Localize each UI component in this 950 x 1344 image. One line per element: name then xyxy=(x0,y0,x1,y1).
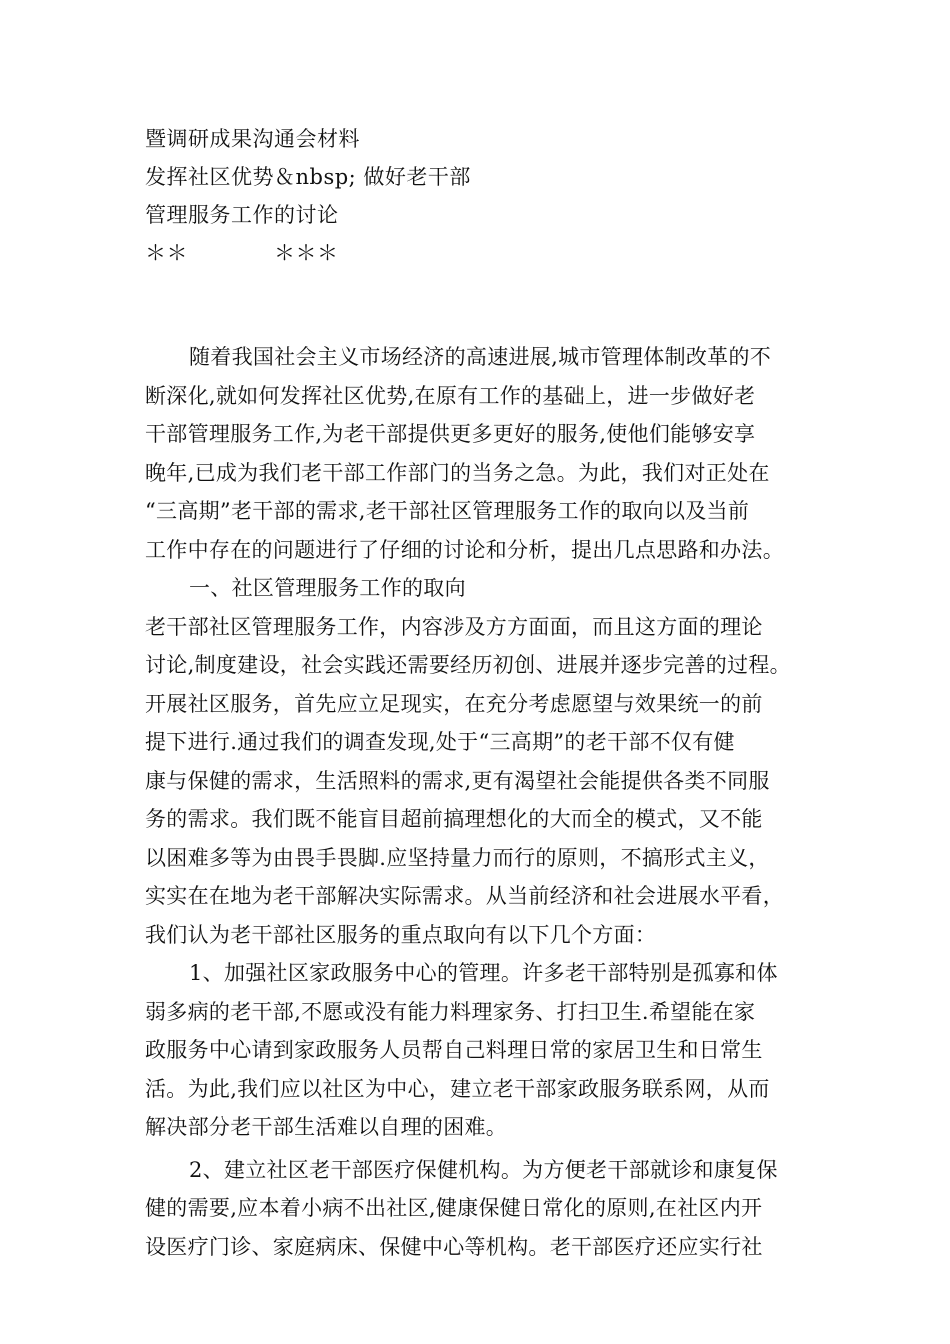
body-line: 提下进行.通过我们的调查发现,处于“三高期”的老干部不仅有健 xyxy=(145,730,735,754)
body-line: 老干部社区管理服务工作，内容涉及方方面面，而且这方面的理论 xyxy=(145,614,763,639)
header-line-author: ＊＊ ＊＊＊ xyxy=(145,241,339,265)
document-body xyxy=(145,338,815,1266)
body-line: 解决部分老干部生活难以自理的困难。 xyxy=(145,1115,508,1139)
body-line: 康与保健的需求，生活照料的需求,更有渴望社会能提供各类不同服 xyxy=(145,768,770,793)
body-line: 开展社区服务，首先应立足现实，在充分考虑愿望与效果统一的前 xyxy=(145,691,763,716)
list-item-heading: 1、加强社区家政服务中心的管理。许多老干部特别是孤寡和体 xyxy=(189,961,778,985)
body-line: 断深化,就如何发挥社区优势,在原有工作的基础上，进一步做好老 xyxy=(145,383,756,408)
body-line: “三高期”老干部的需求,老干部社区管理服务工作的取向以及当前 xyxy=(145,499,750,523)
section-heading: 一、社区管理服务工作的取向 xyxy=(189,576,466,600)
body-line: 我们认为老干部社区服务的重点取向有以下几个方面： xyxy=(145,922,657,947)
header-line-subtitle: 暨调研成果沟通会材料 xyxy=(145,127,360,151)
header-line-title-2: 管理服务工作的讨论 xyxy=(145,203,339,227)
body-line: 晚年,已成为我们老干部工作部门的当务之急。为此，我们对正处在 xyxy=(145,460,770,485)
body-line: 活。为此,我们应以社区为中心，建立老干部家政服务联系网，从而 xyxy=(145,1076,770,1101)
body-line: 工作中存在的问题进行了仔细的讨论和分析，提出几点思路和办法。 xyxy=(145,537,784,562)
body-line: 以困难多等为由畏手畏脚.应坚持量力而行的原则，不搞形式主义， xyxy=(145,845,770,870)
body-line: 设医疗门诊、家庭病床、保健中心等机构。老干部医疗还应实行社 xyxy=(145,1234,763,1259)
body-line: 讨论,制度建设，社会实践还需要经历初创、进展并逐步完善的过程。 xyxy=(145,653,791,677)
body-line: 实实在在地为老干部解决实际需求。从当前经济和社会进展水平看， xyxy=(145,884,784,908)
document-header xyxy=(145,120,825,272)
body-line: 政服务中心请到家政服务人员帮自己料理日常的家居卫生和日常生 xyxy=(145,1038,763,1062)
body-line: 健的需要,应本着小病不出社区,健康保健日常化的原则,在社区内开 xyxy=(145,1196,763,1220)
header-line-title-1: 发挥社区优势＆nbsp; 做好老干部 xyxy=(145,165,471,189)
body-line: 干部管理服务工作,为老干部提供更多更好的服务,使他们能够安享 xyxy=(145,422,756,446)
list-item-heading: 2、建立社区老干部医疗保健机构。为方便老干部就诊和康复保 xyxy=(189,1157,778,1182)
body-line: 弱多病的老干部,不愿或没有能力料理家务、打扫卫生.希望能在家 xyxy=(145,999,756,1024)
body-line: 随着我国社会主义市场经济的高速进展,城市管理体制改革的不 xyxy=(189,345,772,369)
body-line: 务的需求。我们既不能盲目超前搞理想化的大而全的模式，又不能 xyxy=(145,807,763,831)
